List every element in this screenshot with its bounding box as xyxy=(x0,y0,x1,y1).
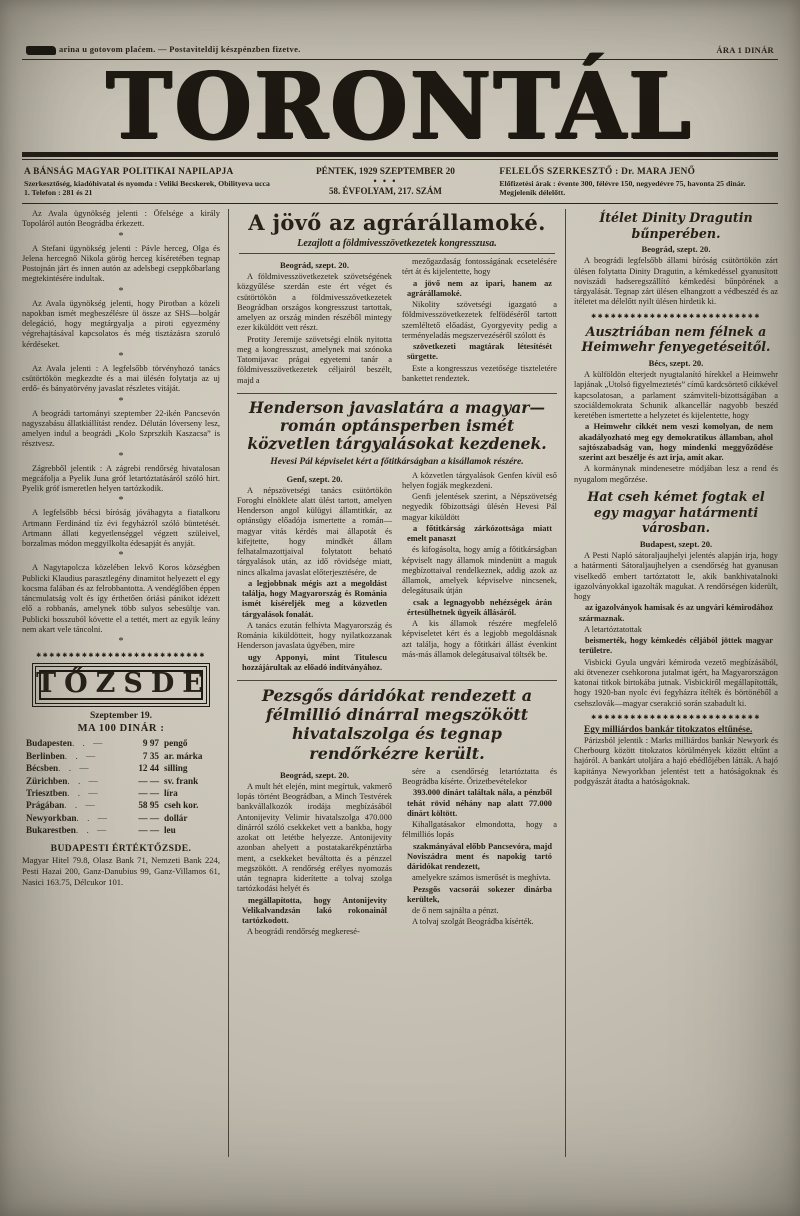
article-title: Ítélet Dinity Dragutin bűnperében. xyxy=(599,210,753,241)
rate-value: — — xyxy=(138,812,159,823)
star-separator-icon xyxy=(22,496,220,506)
news-brief xyxy=(22,244,220,297)
rate-leader-dots xyxy=(77,812,123,824)
budapest-exchange-quotes: Magyar Hitel 79.8, Olasz Bank 71, Nemzeti Bank 224, Pesti Hazai 200, Ganz-Danubius 99, Ganz-Villamos 61, Nasici 163.75, Délcukor 101. xyxy=(22,854,220,887)
article-col-right xyxy=(402,767,557,939)
article-agrarian-states xyxy=(237,210,557,387)
dots-ornament: • • • xyxy=(373,175,398,186)
rate-city: Berlinben xyxy=(26,750,65,761)
rate-leader-dots xyxy=(58,762,123,774)
star-separator-icon xyxy=(22,232,220,242)
rate-city: Triesztben xyxy=(26,788,68,799)
header-left xyxy=(24,167,272,198)
rate-unit: dollár xyxy=(164,812,188,823)
article-two-columns xyxy=(237,767,557,939)
star-separator-icon xyxy=(22,637,220,647)
rate-unit: cseh kor. xyxy=(164,800,199,811)
rate-city: Prágában xyxy=(26,800,65,811)
rate-leader-dots xyxy=(67,775,123,787)
article-henderson-optant xyxy=(237,393,557,674)
article-paragraph: sére a csendőrség letartóztatta és Beográdba kísérte. Őrizetbevételekor xyxy=(402,766,557,787)
article-heimwehr-austria xyxy=(574,324,778,485)
news-brief-text: A legfelsőbb bécsi bíróság jóváhagyta a fiatalkoru Artmann Ferdinánd tíz évi fegyházról szóló büntetését. Artmann állati kegyetlenséggel végzett szüleivel, borzalmas módon meggyilkolta édesapját és anyját. xyxy=(22,508,220,549)
stock-section-title: TŐZSDE xyxy=(32,663,210,707)
article-subtitle: Lezajlott a földmivesszövetkezetek kongresszusa. xyxy=(239,238,555,254)
currency-rate-row xyxy=(22,775,220,787)
article-paragraph: Este a kongresszus vezetősége tiszteletére bankettet rendeztek. xyxy=(402,363,557,383)
news-briefs-list xyxy=(22,209,220,647)
article-paragraph: A földmivesszövetkezetek szövetségének közgyűlése szerdán este ért véget és csütörtökön a földmivesszövetkezetek Beográdban országos kongresszust tartottak, amelyen az ország minden részéből mintegy ezer kiküldött vett részt. xyxy=(237,272,392,333)
article-col-left xyxy=(237,257,392,387)
article-two-columns xyxy=(237,257,557,387)
news-brief xyxy=(22,299,220,362)
paragraph-list xyxy=(574,736,778,787)
payment-notice-text: arina u gotovom plaćem. — Postaviteldij készpénzben fizetve. xyxy=(59,44,301,54)
article-paragraph: A tolvaj szolgát Beográdba kísérték. xyxy=(412,917,534,927)
article-paragraph: A kis államok részére megfelelő képviseletet kért és a legjobb megoldásnak azt találja, hogy a főtitkári állást évenkint más-más államok delegátusaival töltsék be. xyxy=(402,619,557,659)
dateline: Bécs, szept. 20. xyxy=(648,358,704,369)
price-label: ÁRA 1 DINÁR xyxy=(716,44,774,55)
news-brief-text: Az Avala jelenti : A legfelsőbb törvényhozó tanács csütörtökön megkezdte és a mai ülésén folytatja az uj erdő- és bányatörvény javaslat részletes vitáját. xyxy=(22,363,220,394)
article-paragraph: A tanács ezután felhívta Magyarország és Románia kiküldötteit, hogy nyilatkozzanak Henderson javaslata ügyében, mire xyxy=(237,620,392,651)
rate-value: 9 97 xyxy=(142,738,159,749)
article-paragraph: A letartóztatottak xyxy=(584,624,642,634)
rate-value: — — xyxy=(138,775,159,786)
paragraph-list xyxy=(574,256,778,307)
rate-unit: líra xyxy=(164,788,178,799)
article-banker-disappearance xyxy=(574,725,778,787)
rate-city: Zürichben xyxy=(26,775,68,786)
rate-leader-dots xyxy=(76,824,123,836)
article-paragraph: amelyekre számos ismerősét is meghívta. xyxy=(412,873,551,883)
news-brief xyxy=(22,464,220,507)
rate-city: Budapesten xyxy=(26,738,72,749)
article-paragraph: Párizsból jelentik : Marks milliárdos bankár Newyork és Cherbourg között titokzatos körülmények között eltűnt a hajóról. A bankárt utoljára a hajó ebédlőjében látták. A hajó kapitánya Newyorkban jelentést tett a hatóságoknak és podgyászát átadta a hatóságoknak. xyxy=(574,735,778,786)
news-brief xyxy=(22,209,220,242)
news-brief xyxy=(22,508,220,561)
ink-blot-icon xyxy=(26,46,56,55)
currency-rates-list xyxy=(22,737,220,836)
article-paragraph: Genfi jelentések szerint, a Népszövetség negyedik főbizottsági ülésén Hevesi Pál magyar kiküldött xyxy=(402,492,557,522)
paper-tagline: A BÁNSÁG MAGYAR POLITIKAI NAPILAPJA xyxy=(24,166,234,177)
star-separator-icon xyxy=(22,352,220,362)
article-paragraph: a főtitkárság zárkózottsága miatt emelt panaszt xyxy=(407,523,552,544)
issue-date: PÉNTEK, 1929 SZEPTEMBER 20 xyxy=(315,166,455,177)
news-brief xyxy=(22,409,220,462)
rate-value: — — xyxy=(138,825,159,836)
article-title: Hat cseh kémet fogtak el egy magyar határmenti városban. xyxy=(587,488,765,536)
dateline: Genf, szept. 20. xyxy=(286,473,343,484)
currency-rate-row xyxy=(22,787,220,799)
article-paragraph: A mult hét elején, mint megírtuk, vakmerő lopás történt Beográdban, a Minch Testvérek bankvállalkozók irodája megbízásából Antonijevity Velimir hivatalszolga 470.000 dinárról szóló csekkeket vett a bankba, hogy azokat ott letétbe helyezze. Antonijevity azonban ahelyett a postatakarékpénztárba ment, a csekkeket beváltotta és a pénzzel megszökött. A rendőrség erélyes nyomozás után tegnapra kiderítette a tolvaj szolga tartózkodási helyét és xyxy=(237,781,392,894)
editor-line: FELELŐS SZERKESZTŐ : Dr. MARA JENŐ xyxy=(499,166,696,177)
stock-subtitle: MA 100 DINÁR : xyxy=(77,723,165,735)
body-columns xyxy=(22,209,778,1157)
dateline: Beográd, szept. 20. xyxy=(280,769,349,780)
header-right xyxy=(499,167,776,198)
article-champagne-clerk xyxy=(237,680,557,939)
currency-rate-row xyxy=(22,824,220,836)
star-separator-icon xyxy=(22,287,220,297)
article-paragraph: ugy Apponyi, mint Titulescu hozzájárultak az előadó indítványához. xyxy=(242,652,387,672)
paragraph-list xyxy=(402,471,557,661)
article-title: Henderson javaslatára a magyar—román optánsperben ismét közvetlen tárgyalásokat kezdenek. xyxy=(247,397,547,454)
article-two-columns xyxy=(237,471,557,675)
article-paragraph: Kihallgatásakor elmondotta, hogy a félmilliós lopás xyxy=(402,820,557,840)
news-brief xyxy=(22,563,220,647)
dateline: Beográd, szept. 20. xyxy=(280,260,349,271)
article-czech-spies xyxy=(574,489,778,709)
article-paragraph: Nikolity szövetségi igazgató a földmivesszövetkezetek felfödéséről tartott szemléltető előadást, Gyorgyevity pedig a terményeladás megszervezéséről szólott és xyxy=(402,300,557,340)
paragraph-list xyxy=(574,551,778,709)
star-row-icon: ✱✱✱✱✱✱✱✱✱✱✱✱✱✱✱✱✱✱✱✱✱✱✱✱✱✱ xyxy=(591,313,761,320)
article-col-right xyxy=(402,257,557,387)
article-title: Pezsgős dáridókat rendezett a félmillió dinárral megszökött hivatalszolga és tegnap rendőrkézre került. xyxy=(261,686,533,763)
article-paragraph: Pezsgős vacsorái sokezer dinárba kerültek, xyxy=(407,884,552,904)
article-paragraph: beismerték, hogy kémkedés céljából jöttek magyar területre. xyxy=(579,636,773,656)
issue-number: 58. ÉVFOLYAM, 217. SZÁM xyxy=(329,185,442,196)
rate-leader-dots xyxy=(67,787,123,799)
article-col-left xyxy=(237,767,392,939)
rate-city: Bukarestben xyxy=(26,825,76,836)
news-brief-text: Az Avala ügynökség jelenti : Őfelsége a király Topoláról autón Beográdba érkezett. xyxy=(22,209,220,229)
paragraph-list xyxy=(237,272,392,386)
currency-rate-row xyxy=(22,762,220,774)
article-paragraph: de ő nem sajnálta a pénzt. xyxy=(412,906,499,916)
news-brief xyxy=(22,364,220,407)
article-paragraph: és kifogásolta, hogy amíg a főtitkárságban képviselt nagy államok mindenütt a maguk megbízottaival rendelkeznek, addig azok az államok, amelyek képviselve nincsenek, delegátusaik útján xyxy=(402,545,557,596)
currency-rate-row xyxy=(22,737,220,749)
budapest-exchange-title: BUDAPESTI ÉRTÉKTŐZSDE. xyxy=(50,842,192,854)
article-paragraph: a legjobbnak mégis azt a megoldást találja, hogy Magyarország és Románia ismét kíséreljék meg a közvetlen tárgyalások fonalát. xyxy=(242,578,387,619)
right-column xyxy=(574,209,778,1157)
article-paragraph: a jövő nem az ipari, hanem az agrárállamoké. xyxy=(407,278,552,298)
rate-city: Newyorkban xyxy=(26,812,77,823)
rate-unit: silling xyxy=(164,763,188,774)
article-dinity-verdict xyxy=(574,210,778,308)
article-paragraph: A közvetlen tárgyalások Genfen kívül eső helyen fogják megkezdeni. xyxy=(402,470,557,490)
article-paragraph: az igazolványok hamisak és az ungvári kémirodához származnak. xyxy=(579,603,773,623)
header-bottom-rule xyxy=(22,203,778,204)
rate-unit: ar. márka xyxy=(164,750,203,761)
rate-unit: sv. frank xyxy=(164,775,199,786)
article-paragraph: A beográdi rendőrség megkeresé- xyxy=(247,927,360,937)
article-paragraph: Protity Jeremije szövetségi elnök nyitotta meg a kongresszust, amelynek mai szónoka Tatomijavac prágai egyetemi tanár a földmivesszövetkezetek céljairól beszélt, majd a xyxy=(237,334,392,385)
paragraph-list xyxy=(402,257,557,384)
rate-leader-dots xyxy=(64,799,123,811)
rate-leader-dots xyxy=(65,750,123,762)
star-separator-icon xyxy=(22,452,220,462)
article-paragraph: Visbicki Gyula ungvári kémiroda vezető megbízásából, aki ötvenezer csehkorona jutalmat igért, ha Magyarországon katonai titkok birtokába jutnak. Visbickiről megállapították, hogy 1920-ban nyolc évi fegyházra ítélték és börtönéből a csehszlovák—magyar cserakció során szabadult ki. xyxy=(574,657,778,708)
header-center xyxy=(284,167,488,198)
article-paragraph: csak a legnagyobb nehézségek árán értesülhetnek ügyeik állásáról. xyxy=(407,597,552,617)
article-title: Egy milliárdos bankár titokzatos eltűnése. xyxy=(584,724,753,735)
star-row-icon: ✱✱✱✱✱✱✱✱✱✱✱✱✱✱✱✱✱✱✱✱✱✱✱✱✱✱ xyxy=(36,653,206,660)
rate-value: 58 95 xyxy=(138,800,159,811)
article-paragraph: szakmányával előbb Pancsevóra, majd Noviszádra ment és napokig tartó dáridókat rendezett, xyxy=(407,841,552,872)
rate-unit: pengő xyxy=(164,738,188,749)
currency-rate-row xyxy=(22,799,220,811)
news-brief-text: A Stefani ügynökség jelenti : Pávle herceg, Olga és Jelena hercegnő Nikola görög herceg kíséretében tegnap Postojnán járt és innen autón az adelsbegi cseppkőbarlang megtekintésére indultak. xyxy=(22,243,220,284)
news-brief-text: A beográdi tartományi szeptember 22-ikén Pancsevón nagyszabásu állatkiállítást rendez. Délután lóverseny lesz, amelyen indul a beográdi „Kolo Szprszkih Kaszacsa” is résztvesz. xyxy=(22,408,220,449)
editorial-address: Szerkesztőség, kiadóhivatal és nyomda : Veliki Becskerek, Obilityeva ucca 1. Telefon : 281 és 21 xyxy=(24,178,270,198)
star-row-icon: ✱✱✱✱✱✱✱✱✱✱✱✱✱✱✱✱✱✱✱✱✱✱✱✱✱✱ xyxy=(591,714,761,721)
header-info-row xyxy=(24,167,776,198)
article-paragraph: A külföldön elterjedt nyugtalanító hírekkel a Heimwehr lapjának „Utolsó figyelmeztetés” című kardcsörtető cikkével kapcsolatosan, a parlament számviteli-bizottságában a szociáldemokrata Schunik alkancellár nagyobb beszéd keretében ismertette a helyzetet és kijelentette, hogy xyxy=(574,370,778,421)
currency-rate-row xyxy=(22,812,220,824)
article-paragraph: megállapította, hogy Antonijevity Velikalvandzsán lakó rokonainál tartózkodott. xyxy=(242,895,387,926)
star-separator-icon xyxy=(22,551,220,561)
star-separator-icon xyxy=(22,397,220,407)
paragraph-list xyxy=(237,782,392,938)
stock-date: Szeptember 19. xyxy=(89,711,153,722)
article-paragraph: 393.000 dinárt találtak nála, a pénzből tehát rövid néhány nap alatt 77.000 dinárt költött. xyxy=(407,788,552,818)
center-column xyxy=(228,209,566,1157)
article-title: A jövő az agrárállamoké. xyxy=(248,210,546,236)
rate-leader-dots xyxy=(72,737,123,749)
dateline: Budapest, szept. 20. xyxy=(639,539,713,550)
dateline: Beográd, szept. 20. xyxy=(641,244,711,255)
article-paragraph: A beográdi legfelsőbb állami bíróság csütörtökön zárt ülésen folytatta Dinity Dragutin, a kémkedéssel gyanusított noviszádi hadseregszállító kémkedési bűnpörének a tárgyalását. Tegnap zárt ülésen elhangzott a védbeszéd és az ítéletet ma délelőtt nyilt ülésen hirdetik ki. xyxy=(574,256,778,307)
currency-rate-row xyxy=(22,750,220,762)
rate-unit: leu xyxy=(164,825,176,836)
article-paragraph: A kormánynak mindenesetre módjában lesz a rend és nyugalom megőrzése. xyxy=(574,464,778,484)
article-paragraph: szövetkezeti magtárak létesítését sürgette. xyxy=(407,342,552,362)
news-brief-text: Zágrebből jelentik : A zágrebi rendőrség hivatalosan megcáfolja a Pyelik Juna gróf letartóztatásáról szóló hirt. Pyelik gróf ismeretlen helyen tartózkodik. xyxy=(22,463,220,494)
news-brief-text: A Nagytapolcza közelében lekvő Koros községben Publicki Klaudius parasztlegény dinamitot helyezett el egy kocsma falában és az felrobbantotta. A vendéglőben éppen táncmulatság volt és így érthetően óriási pánikot idézett elő a robbanás, amelynek több sulyos sebesültje van. Publicki bosszuból követte el a tettét, mert az egyik leány nem akart vele táncolni. xyxy=(22,563,220,634)
rate-value: 12 44 xyxy=(138,763,159,774)
article-subtitle: Hevesi Pál képviselet kért a főtitkárságban a kisállamok részére. xyxy=(270,455,524,467)
subscription-info: Előfizetési árak : évente 300, félévre 150, negyedévre 75, havonta 25 dinár. Megjelenik délelőtt. xyxy=(499,178,746,198)
masthead-title: TORONTÁL xyxy=(106,51,694,160)
paragraph-list xyxy=(574,370,778,485)
article-paragraph: a Heimwehr cikkét nem veszi komolyan, de nem akadályozható meg egy demokratikus államban, ahol sajtószabadság van, hogy mindenki meggyőződése szerint azt beszélje és azt irja, amit akar. xyxy=(579,422,773,463)
rate-value: — — xyxy=(138,788,159,799)
paragraph-list xyxy=(237,486,392,674)
rate-city: Bécsben xyxy=(26,763,59,774)
article-paragraph: A Pesti Napló sátoraljaujhelyi jelentés alapján irja, hogy a határmenti Sátoraljaujhelyen a csendőrség hat gyanusan viselkedő embert tartóztatott le, akik bankhivatalnoki igazolványokkal igazolták magukat. A rendőrségen kiderült, hogy xyxy=(574,551,778,602)
paragraph-list xyxy=(402,767,557,928)
article-paragraph: A népszövetségi tanács csütörtökön Foroghi elnöklete alatt ülést tartott, amelyen Henderson angol külügyi államtitkár, az optánsügy előadója ismertette a román—magyar vitás kérdés mai állapotát és kifejtette, hogy mindkét állam felhatalmazottjaival folytatott beható tárgyalások után, az idő rövidsége miatt, nincs alkalma javaslat előterjesztésére, de xyxy=(237,485,392,577)
top-bar xyxy=(0,0,800,57)
news-brief-text: Az Avala ügynökség jelenti, hogy Pirotban a közeli napokban ismét megbeszélésre ül össze az SHS—bolgár delegáció, hogy megtárgyalja a piroti egyezmény végrehajtásával kapcsolatos és még tisztázásra szoruló kérdéseket. xyxy=(22,298,220,349)
left-column xyxy=(22,209,220,1157)
article-col-left xyxy=(237,471,392,675)
article-paragraph: mezőgazdaság fontosságának ecsetelésére tért át és kijelentette, hogy xyxy=(402,257,557,277)
rate-value: 7 35 xyxy=(142,750,159,761)
article-col-right xyxy=(402,471,557,675)
article-title: Ausztriában nem félnek a Heimwehr fenyegetéseitől. xyxy=(581,323,771,355)
